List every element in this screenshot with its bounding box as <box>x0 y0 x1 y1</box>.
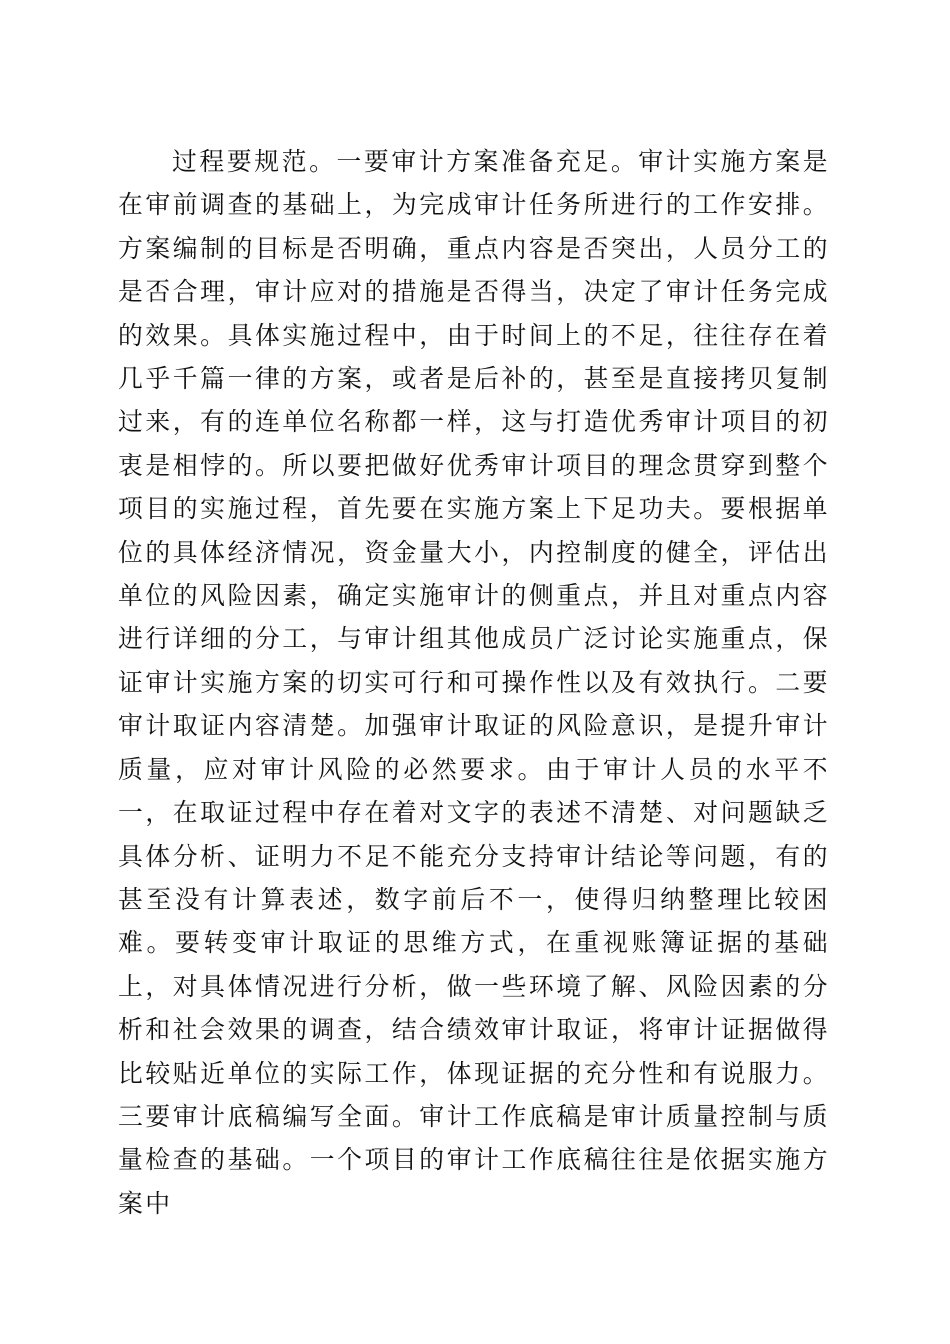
body-paragraph: 过程要规范。一要审计方案准备充足。审计实施方案是在审前调查的基础上，为完成审计任务所进行的工作安排。方案编制的目标是否明确，重点内容是否突出，人员分工的是否合理，审计应对的措施是否得当，决定了审计任务完成的效果。具体实施过程中，由于时间上的不足，往往存在着几乎千篇一律的方案，或者是后补的，甚至是直接拷贝复制过来，有的连单位名称都一样，这与打造优秀审计项目的初衷是相悖的。所以要把做好优秀审计项目的理念贯穿到整个项目的实施过程，首先要在实施方案上下足功夫。要根据单位的具体经济情况，资金量大小，内控制度的健全，评估出单位的风险因素，确定实施审计的侧重点，并且对重点内容进行详细的分工，与审计组其他成员广泛讨论实施重点，保证审计实施方案的切实可行和可操作性以及有效执行。二要审计取证内容清楚。加强审计取证的风险意识，是提升审计质量，应对审计风险的必然要求。由于审计人员的水平不一，在取证过程中存在着对文字的表述不清楚、对问题缺乏具体分析、证明力不足不能充分支持审计结论等问题，有的甚至没有计算表述，数字前后不一，使得归纳整理比较困难。要转变审计取证的思维方式，在重视账簿证据的基础上，对具体情况进行分析，做一些环境了解、风险因素的分析和社会效果的调查，结合绩效审计取证，将审计证据做得比较贴近单位的实际工作，体现证据的充分性和有说服力。三要审计底稿编写全面。审计工作底稿是审计质量控制与质量检查的基础。一个项目的审计工作底稿往往是依据实施方案中 <box>118 147 830 1218</box>
